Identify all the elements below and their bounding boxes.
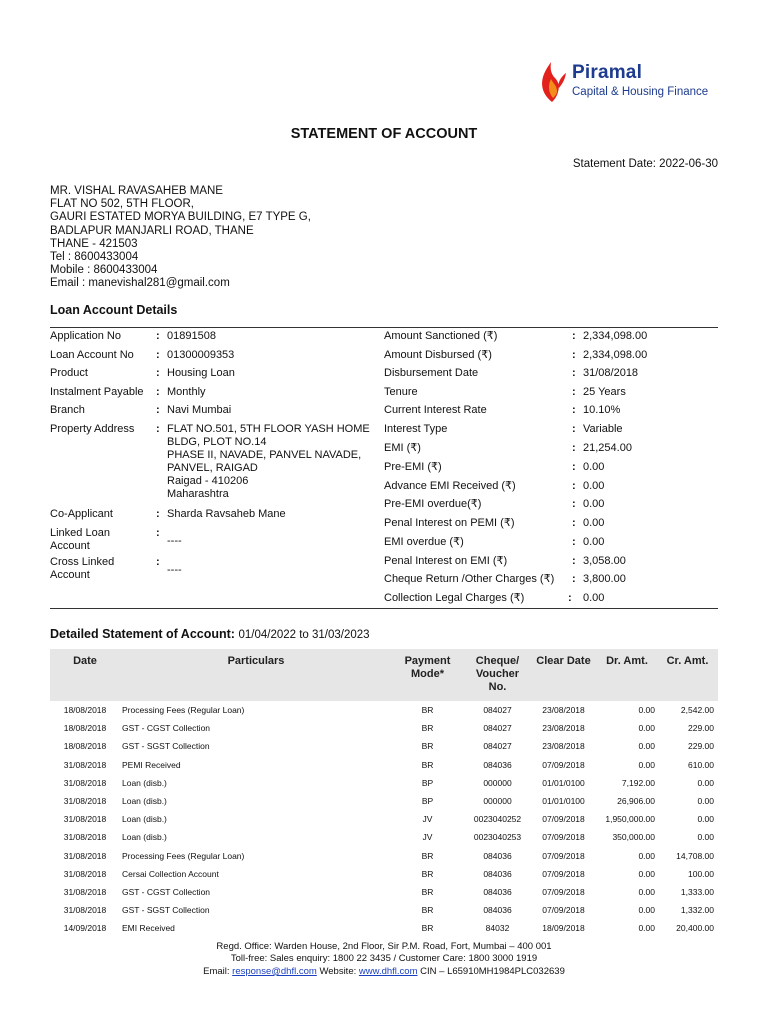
email-prefix: Email:	[203, 965, 230, 977]
header-dr-amt: Dr. Amt.	[597, 649, 657, 701]
row-clear-date: 07/09/2018	[542, 850, 585, 861]
row-dr-amt: 0.00	[638, 741, 655, 752]
cheque-return-label: Cheque Return /Other Charges (₹)	[384, 573, 555, 585]
table-row	[50, 847, 718, 865]
loan-account-details-heading: Loan Account Details	[50, 303, 178, 317]
address-line: MR. VISHAL RAVASAHEB MANE	[50, 185, 223, 197]
row-particulars: Loan (disb.)	[122, 832, 167, 843]
row-particulars: Processing Fees (Regular Loan)	[122, 705, 245, 716]
table-row	[50, 756, 718, 774]
row-dr-amt: 7,192.00	[621, 777, 655, 788]
row-payment-mode: BR	[421, 850, 434, 861]
row-cr-amt: 229.00	[688, 723, 714, 734]
row-particulars: EMI Received	[122, 923, 175, 934]
row-cr-amt: 0.00	[697, 814, 714, 825]
co-applicant-value: Sharda Ravsaheb Mane	[167, 508, 286, 520]
row-clear-date: 01/01/0100	[542, 796, 585, 807]
piramal-logo	[538, 58, 723, 110]
row-particulars: GST - CGST Collection	[122, 886, 211, 897]
header-payment-mode: Payment Mode*	[390, 649, 465, 701]
application-no-label: Application No	[50, 330, 121, 342]
row-clear-date: 07/09/2018	[542, 868, 585, 879]
row-payment-mode: BR	[421, 905, 434, 916]
interest-rate-label: Current Interest Rate	[384, 404, 487, 416]
instalment-payable-label: Instalment Payable	[50, 386, 144, 398]
table-row	[50, 828, 718, 846]
row-payment-mode: BP	[421, 796, 434, 807]
row-dr-amt: 1,950,000.00	[605, 814, 655, 825]
table-row	[50, 774, 718, 792]
email-link[interactable]: response@dhfl.com	[232, 965, 317, 977]
emi-label: EMI (₹)	[384, 442, 421, 454]
row-payment-mode: BR	[421, 723, 434, 734]
row-cheque-no: 0023040253	[473, 832, 522, 843]
header-particulars: Particulars	[120, 649, 390, 701]
application-no-value: 01891508	[167, 330, 216, 342]
emi-value: 21,254.00	[583, 442, 632, 454]
row-dr-amt: 350,000.00	[612, 832, 655, 843]
header-cheque-voucher: Cheque/ Voucher No.	[465, 649, 530, 701]
row-particulars: Cersai Collection Account	[122, 868, 219, 879]
row-cr-amt: 1,332.00	[680, 905, 714, 916]
table-row	[50, 865, 718, 883]
cross-linked-label: Cross Linked Account	[50, 556, 115, 581]
row-cheque-no: 84032	[485, 923, 510, 934]
pre-emi-overdue-value: 0.00	[583, 498, 605, 510]
penal-interest-pemi-value: 0.00	[583, 517, 605, 529]
website-link[interactable]: www.dhfl.com	[358, 965, 418, 977]
emi-overdue-value: 0.00	[583, 536, 605, 548]
row-cr-amt: 0.00	[697, 832, 714, 843]
row-clear-date: 07/09/2018	[542, 814, 585, 825]
row-dr-amt: 0.00	[638, 705, 655, 716]
row-dr-amt: 26,906.00	[617, 796, 655, 807]
row-cheque-no: 000000	[483, 796, 512, 807]
emi-overdue-label: EMI overdue (₹)	[384, 536, 464, 548]
amount-sanctioned-value: 2,334,098.00	[583, 330, 648, 342]
row-date: 31/08/2018	[63, 759, 107, 770]
cross-linked-value: ----	[167, 564, 182, 576]
cheque-return-value: 3,800.00	[583, 573, 626, 585]
row-clear-date: 01/01/0100	[542, 777, 585, 788]
header-cr-amt: Cr. Amt.	[657, 649, 718, 701]
penal-interest-emi-value: 3,058.00	[583, 555, 626, 567]
document-title: STATEMENT OF ACCOUNT	[290, 126, 478, 142]
row-payment-mode: BR	[421, 759, 434, 770]
amount-disbursed-value: 2,334,098.00	[583, 349, 648, 361]
branch-value: Navi Mumbai	[167, 404, 232, 416]
statement-table-body	[50, 701, 718, 937]
row-particulars: Loan (disb.)	[122, 814, 167, 825]
row-cr-amt: 1,333.00	[680, 886, 714, 897]
table-row	[50, 701, 718, 719]
loan-account-no-value: 01300009353	[167, 349, 235, 361]
row-cheque-no: 084027	[483, 723, 512, 734]
row-cr-amt: 2,542.00	[680, 705, 714, 716]
interest-type-value: Variable	[583, 423, 623, 435]
pre-emi-label: Pre-EMI (₹)	[384, 461, 442, 473]
row-particulars: GST - SGST Collection	[122, 905, 210, 916]
address-line: BADLAPUR MANJARLI ROAD, THANE	[50, 224, 254, 237]
row-cheque-no: 084036	[483, 905, 512, 916]
row-date: 31/08/2018	[63, 796, 107, 807]
row-payment-mode: BR	[421, 705, 434, 716]
row-cheque-no: 084036	[483, 759, 512, 770]
loan-account-no-label: Loan Account No	[50, 349, 134, 361]
brand-name: Piramal	[572, 62, 643, 83]
disbursement-date-label: Disbursement Date	[384, 367, 479, 379]
property-address-value: FLAT NO.501, 5TH FLOOR YASH HOME BLDG, PLOT NO.14 PHASE II, NAVADE, PANVEL NAVADE, PANVEL, RAIGAD Raigad - 410206 Maharashtra	[167, 423, 370, 500]
product-value: Housing Loan	[167, 367, 235, 379]
row-dr-amt: 0.00	[638, 886, 655, 897]
header-clear-date: Clear Date	[530, 649, 597, 701]
row-cr-amt: 20,400.00	[676, 923, 714, 934]
address-line: Mobile : 8600433004	[50, 264, 158, 277]
row-dr-amt: 0.00	[638, 923, 655, 934]
detailed-statement-title: Detailed Statement of Account:	[50, 627, 235, 641]
contact-line	[0, 966, 768, 978]
row-cheque-no: 084036	[483, 868, 512, 879]
row-date: 31/08/2018	[63, 832, 107, 843]
address-line: THANE - 421503	[50, 237, 138, 250]
divider	[50, 608, 718, 609]
row-clear-date: 23/08/2018	[542, 741, 585, 752]
row-date: 18/08/2018	[63, 705, 107, 716]
row-payment-mode: BR	[421, 741, 434, 752]
row-cheque-no: 084027	[483, 705, 512, 716]
collection-legal-value: 0.00	[583, 592, 605, 604]
advance-emi-label: Advance EMI Received (₹)	[384, 480, 516, 492]
penal-interest-pemi-label: Penal Interest on PEMI (₹)	[384, 517, 515, 529]
registered-office: Regd. Office: Warden House, 2nd Floor, Sir P.M. Road, Fort, Mumbai – 400 001	[216, 941, 552, 952]
row-dr-amt: 0.00	[638, 868, 655, 879]
row-date: 31/08/2018	[63, 886, 107, 897]
row-cr-amt: 14,708.00	[676, 850, 714, 861]
row-clear-date: 07/09/2018	[542, 832, 585, 843]
interest-type-label: Interest Type	[384, 423, 448, 435]
row-clear-date: 07/09/2018	[542, 905, 585, 916]
footer	[0, 941, 768, 978]
row-payment-mode: BR	[421, 923, 434, 934]
row-particulars: PEMI Received	[122, 759, 181, 770]
table-row	[50, 792, 718, 810]
website-prefix: Website:	[319, 965, 357, 977]
table-row	[50, 919, 718, 937]
cin-number: CIN – L65910MH1984PLC032639	[420, 965, 565, 977]
instalment-payable-value: Monthly	[167, 386, 206, 398]
brand-tagline: Capital & Housing Finance	[572, 86, 709, 98]
collection-legal-label: Collection Legal Charges (₹)	[384, 592, 525, 604]
row-cr-amt: 229.00	[688, 741, 714, 752]
row-payment-mode: BP	[421, 777, 434, 788]
penal-interest-emi-label: Penal Interest on EMI (₹)	[384, 555, 508, 567]
piramal-flame-icon	[538, 60, 568, 104]
address-line: FLAT NO 502, 5TH FLOOR,	[50, 198, 195, 211]
row-dr-amt: 0.00	[638, 905, 655, 916]
linked-loan-label: Linked Loan Account	[50, 527, 110, 552]
row-particulars: GST - CGST Collection	[122, 723, 211, 734]
row-cheque-no: 084036	[483, 850, 512, 861]
row-clear-date: 23/08/2018	[542, 705, 585, 716]
row-clear-date: 07/09/2018	[542, 759, 585, 770]
tenure-label: Tenure	[384, 386, 418, 398]
row-cr-amt: 0.00	[697, 777, 714, 788]
statement-table	[50, 649, 718, 937]
row-date: 18/08/2018	[63, 723, 107, 734]
customer-email: Email : manevishal281@gmail.com	[50, 277, 230, 290]
row-dr-amt: 0.00	[638, 759, 655, 770]
detailed-statement-heading	[50, 627, 370, 641]
pre-emi-overdue-label: Pre-EMI overdue(₹)	[384, 498, 482, 510]
branch-label: Branch	[50, 404, 85, 416]
row-dr-amt: 0.00	[638, 723, 655, 734]
row-date: 14/09/2018	[63, 923, 107, 934]
row-cr-amt: 100.00	[688, 868, 714, 879]
address-line: Tel : 8600433004	[50, 251, 139, 264]
row-date: 31/08/2018	[63, 850, 107, 861]
co-applicant-label: Co-Applicant	[50, 508, 113, 520]
table-row	[50, 810, 718, 828]
customer-address	[50, 185, 311, 291]
linked-loan-value: ----	[167, 535, 182, 547]
statement-period: 01/04/2022 to 31/03/2023	[238, 629, 370, 641]
pre-emi-value: 0.00	[583, 461, 605, 473]
product-label: Product	[50, 367, 88, 379]
row-cheque-no: 084027	[483, 741, 512, 752]
table-row	[50, 737, 718, 755]
row-clear-date: 18/09/2018	[542, 923, 585, 934]
row-payment-mode: BR	[421, 886, 434, 897]
row-cr-amt: 610.00	[688, 759, 714, 770]
advance-emi-value: 0.00	[583, 480, 605, 492]
amount-disbursed-label: Amount Disbursed (₹)	[384, 349, 492, 361]
row-particulars: Processing Fees (Regular Loan)	[122, 850, 245, 861]
row-payment-mode: JV	[422, 832, 433, 843]
header-date: Date	[50, 649, 120, 701]
table-header-row	[50, 649, 718, 701]
row-payment-mode: BR	[421, 868, 434, 879]
row-clear-date: 07/09/2018	[542, 886, 585, 897]
disbursement-date-value: 31/08/2018	[583, 367, 639, 379]
row-cheque-no: 0023040252	[473, 814, 522, 825]
row-cheque-no: 084036	[483, 886, 512, 897]
row-cr-amt: 0.00	[697, 796, 714, 807]
address-line: GAURI ESTATED MORYA BUILDING, E7 TYPE G,	[50, 211, 311, 224]
tenure-value: 25 Years	[583, 386, 626, 398]
row-date: 31/08/2018	[63, 905, 107, 916]
amount-sanctioned-label: Amount Sanctioned (₹)	[384, 330, 498, 342]
property-address-label: Property Address	[50, 423, 135, 435]
row-particulars: GST - SGST Collection	[122, 741, 210, 752]
row-cheque-no: 000000	[483, 777, 512, 788]
row-particulars: Loan (disb.)	[122, 777, 167, 788]
row-date: 31/08/2018	[63, 814, 107, 825]
interest-rate-value: 10.10%	[583, 404, 621, 416]
row-date: 31/08/2018	[63, 868, 107, 879]
table-row	[50, 719, 718, 737]
row-payment-mode: JV	[422, 814, 433, 825]
row-date: 31/08/2018	[63, 777, 107, 788]
table-row	[50, 883, 718, 901]
divider	[50, 327, 718, 328]
toll-free-numbers: Toll-free: Sales enquiry: 1800 22 3435 / Customer Care: 1800 3000 1919	[230, 953, 538, 965]
row-particulars: Loan (disb.)	[122, 796, 167, 807]
row-dr-amt: 0.00	[638, 850, 655, 861]
row-clear-date: 23/08/2018	[542, 723, 585, 734]
table-row	[50, 901, 718, 919]
statement-date: Statement Date: 2022-06-30	[572, 158, 718, 170]
row-date: 18/08/2018	[63, 741, 107, 752]
